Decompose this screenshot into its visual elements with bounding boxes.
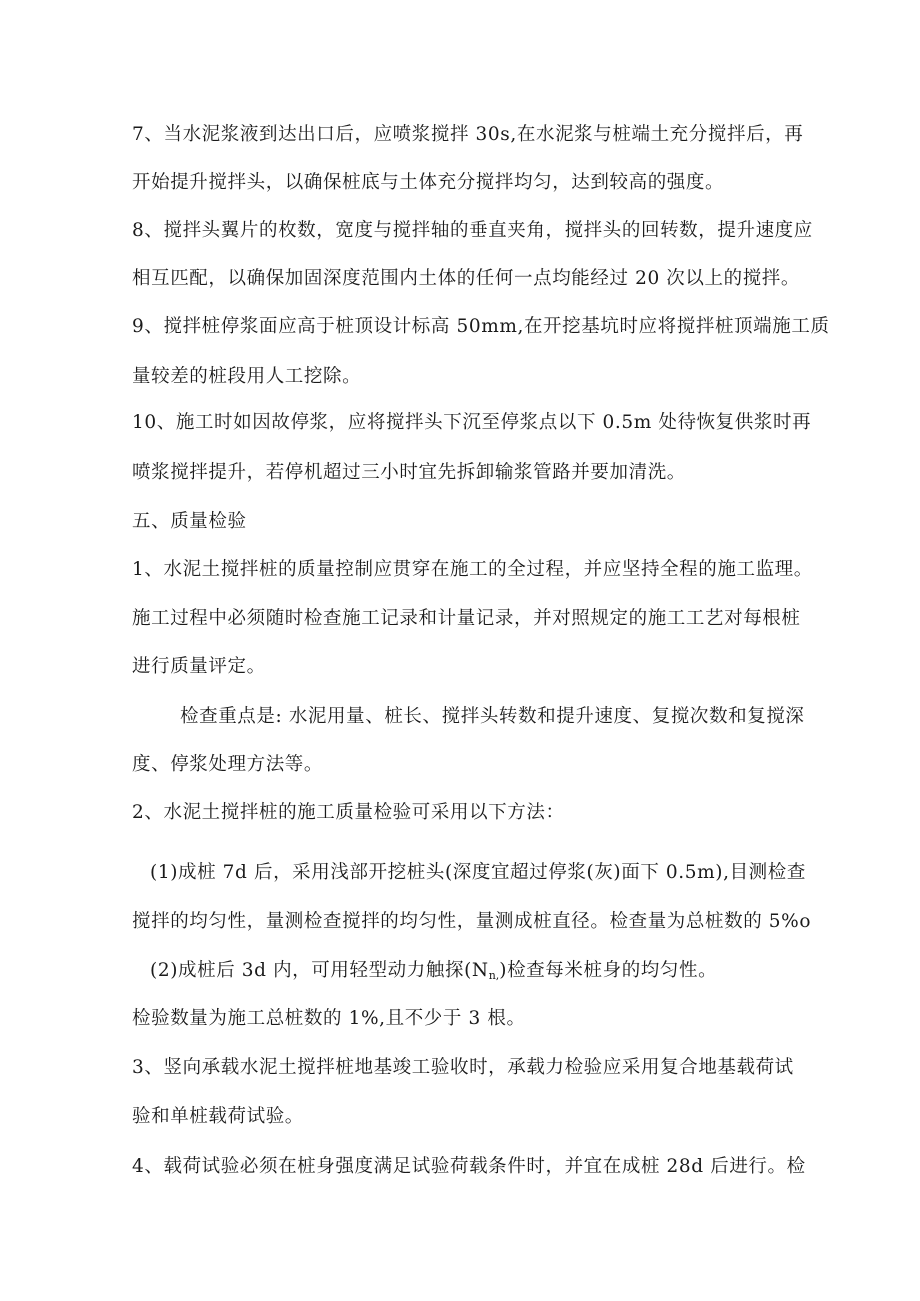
paragraph-line: 量较差的桩段用人工挖除。 [132,366,362,387]
paragraph-line: 9、搅拌桩停浆面应高于桩顶设计标高 50mm,在开挖基坑时应将搅拌桩顶端施工质 [132,316,830,337]
paragraph-line: 3、竖向承载水泥土搅拌桩地基竣工验收时，承载力检验应采用复合地基载荷试 [132,1057,794,1078]
paragraph-line: 1、水泥土搅拌桩的质量控制应贯穿在施工的全过程，并应坚持全程的施工监理。 [132,559,813,580]
paragraph-line: 相互匹配，以确保加固深度范围内土体的任何一点均能经过 20 次以上的搅拌。 [132,268,801,289]
subscript: n, [488,969,500,982]
paragraph-line: (1)成桩 7d 后，采用浅部开挖桩头(深度宜超过停浆(灰)面下 0.5m),目测检查 [150,862,806,883]
paragraph-line: 搅拌的均匀性，量测检查搅拌的均匀性，量测成桩直径。检查量为总桩数的 5%o [132,911,812,932]
line-text-before-subscript: (2)成桩后 3d 内，可用轻型动力触探(N [150,960,489,981]
paragraph-line: 检查重点是: 水泥用量、桩长、搅拌头转数和提升速度、复搅次数和复搅深 [180,706,805,727]
paragraph-line: 4、载荷试验必须在桩身强度满足试验荷载条件时，并宜在成桩 28d 后进行。检 [132,1156,806,1177]
paragraph-line: 喷浆搅拌提升，若停机超过三小时宜先拆卸输浆管路并要加清洗。 [132,462,686,483]
paragraph-line: 检验数量为施工总桩数的 1%,且不少于 3 根。 [132,1008,526,1029]
paragraph-line: 验和单桩载荷试验。 [132,1106,304,1127]
line-text-after-subscript: )检查每米桩身的均匀性。 [499,960,718,981]
paragraph-line: 2、水泥土搅拌桩的施工质量检验可采用以下方法： [132,802,565,823]
section-heading: 五、质量检验 [132,511,247,532]
paragraph-line: 10、施工时如因故停浆，应将搅拌头下沉至停浆点以下 0.5m 处待恢复供浆时再 [132,412,812,433]
paragraph-line: 7、当水泥浆液到达出口后，应喷浆搅拌 30s,在水泥浆与桩端土充分搅拌后，再 [132,124,804,145]
paragraph-line: 开始提升搅拌头，以确保桩底与土体充分搅拌均匀，达到较高的强度。 [132,172,725,193]
paragraph-line [150,958,717,984]
paragraph-line: 度、停浆处理方法等。 [132,754,324,775]
paragraph-line: 施工过程中必须随时检查施工记录和计量记录，并对照规定的施工工艺对每根桩 [132,608,801,629]
paragraph-line: 进行质量评定。 [132,656,266,677]
paragraph-line: 8、搅拌头翼片的枚数，宽度与搅拌轴的垂直夹角，搅拌头的回转数，提升速度应 [132,220,813,241]
